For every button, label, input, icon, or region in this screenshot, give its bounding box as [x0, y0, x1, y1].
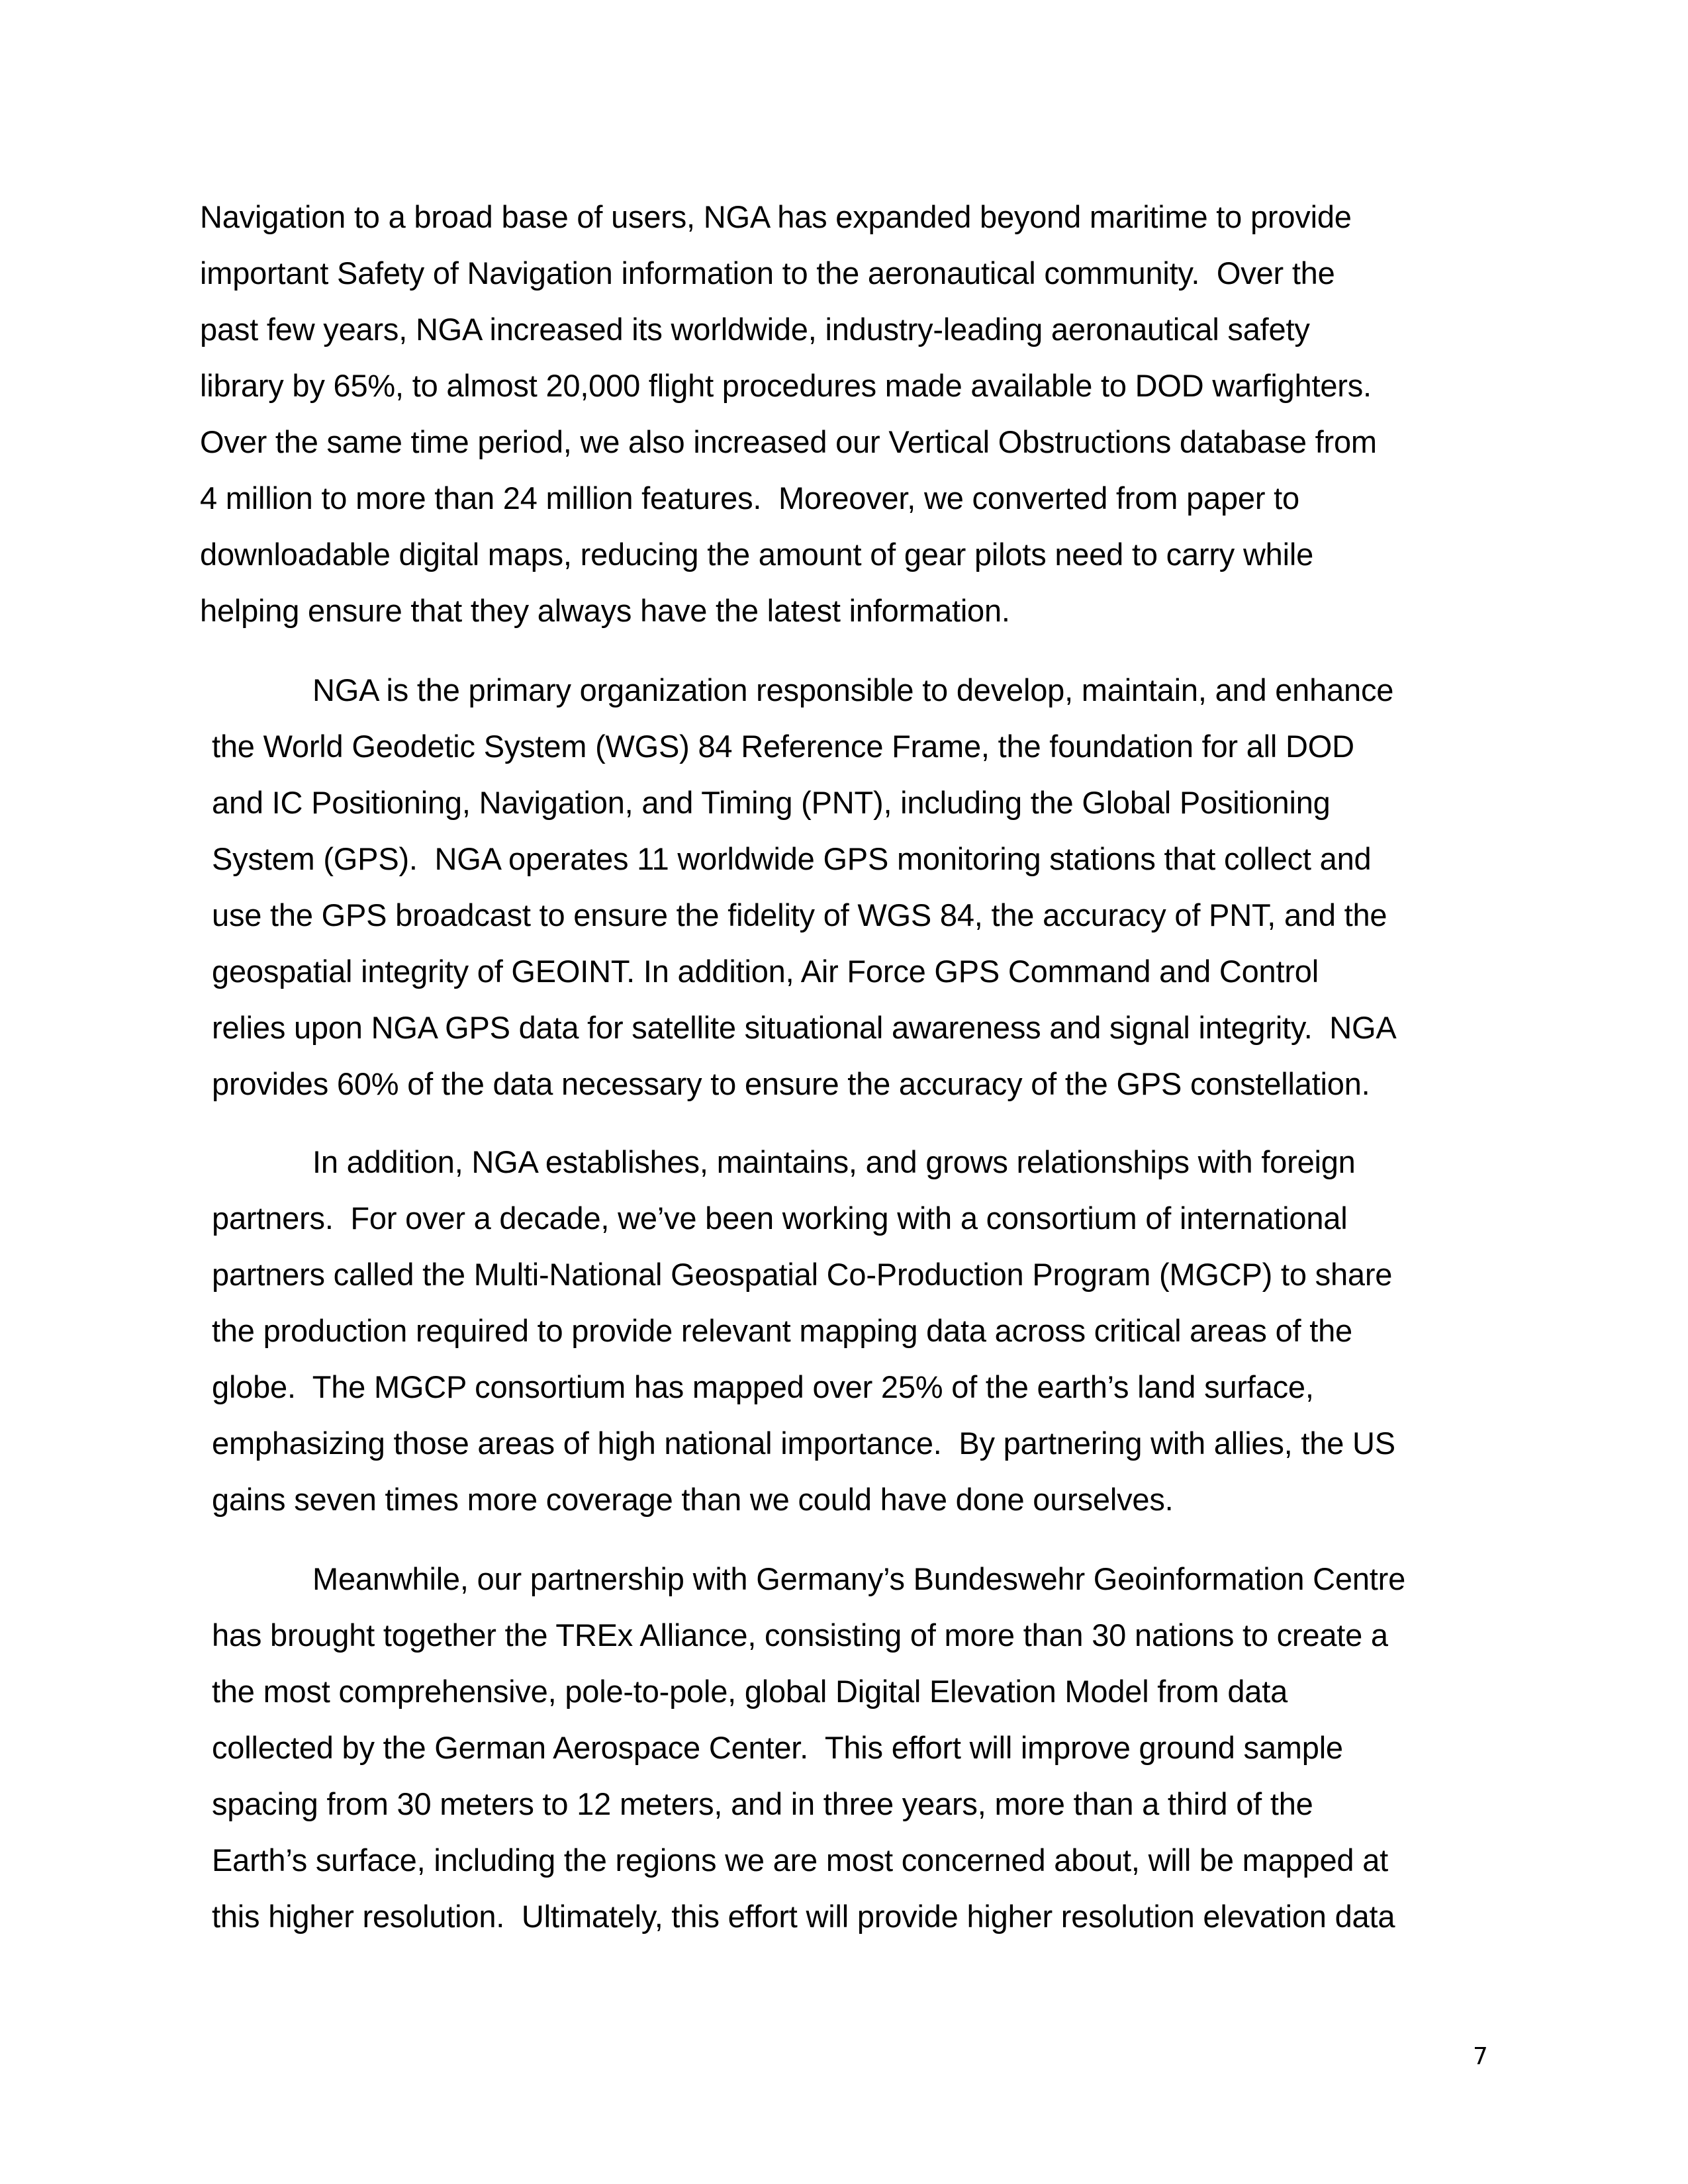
text-line: provides 60% of the data necessary to ensure the accuracy of the GPS constellation. — [212, 1066, 1370, 1101]
text-line: Over the same time period, we also increased our Vertical Obstructions database from — [200, 424, 1377, 459]
text-line: helping ensure that they always have the latest information. — [200, 593, 1010, 628]
text-line: important Safety of Navigation information to the aeronautical community. Over the — [200, 255, 1335, 291]
page-number: 7 — [1473, 2043, 1488, 2070]
text-line: emphasizing those areas of high national importance. By partnering with allies, the US — [212, 1426, 1395, 1461]
text-line: use the GPS broadcast to ensure the fidelity of WGS 84, the accuracy of PNT, and the — [212, 897, 1387, 933]
text-line: relies upon NGA GPS data for satellite situational awareness and signal integrity. NGA — [212, 1010, 1397, 1045]
text-line: partners. For over a decade, we’ve been working with a consortium of international — [212, 1201, 1348, 1236]
text-line: the most comprehensive, pole-to-pole, global Digital Elevation Model from data — [212, 1674, 1288, 1709]
text-line: this higher resolution. Ultimately, this effort will provide higher resolution elevation data — [212, 1899, 1395, 1934]
text-line: Navigation to a broad base of users, NGA has expanded beyond maritime to provide — [200, 199, 1352, 234]
text-line: globe. The MGCP consortium has mapped over 25% of the earth’s land surface, — [212, 1369, 1314, 1404]
text-line: library by 65%, to almost 20,000 flight procedures made available to DOD warfighters. — [200, 368, 1372, 403]
text-line: spacing from 30 meters to 12 meters, and in three years, more than a third of the — [212, 1786, 1313, 1821]
text-line: System (GPS). NGA operates 11 worldwide GPS monitoring stations that collect and — [212, 841, 1372, 876]
text-line: gains seven times more coverage than we could have done ourselves. — [212, 1482, 1174, 1517]
text-line: geospatial integrity of GEOINT. In addition, Air Force GPS Command and Control — [212, 954, 1319, 989]
text-line: and IC Positioning, Navigation, and Timing (PNT), including the Global Positioning — [212, 785, 1331, 820]
text-line: the production required to provide relevant mapping data across critical areas of the — [212, 1313, 1352, 1348]
text-line: Earth’s surface, including the regions we are most concerned about, will be mapped at — [212, 1843, 1388, 1878]
text-line: partners called the Multi-National Geospatial Co-Production Program (MGCP) to share — [212, 1257, 1393, 1292]
text-line: past few years, NGA increased its worldwide, industry-leading aeronautical safety — [200, 312, 1310, 347]
text-line: downloadable digital maps, reducing the amount of gear pilots need to carry while — [200, 537, 1314, 572]
text-line: Meanwhile, our partnership with Germany’s Bundeswehr Geoinformation Centre — [312, 1561, 1406, 1596]
text-line: collected by the German Aerospace Center. This effort will improve ground sample — [212, 1730, 1343, 1765]
text-line: has brought together the TREx Alliance, consisting of more than 30 nations to create a — [212, 1617, 1388, 1653]
text-line: the World Geodetic System (WGS) 84 Reference Frame, the foundation for all DOD — [212, 729, 1354, 764]
text-line: In addition, NGA establishes, maintains, and grows relationships with foreign — [312, 1144, 1356, 1179]
text-line: NGA is the primary organization responsible to develop, maintain, and enhance — [312, 672, 1394, 707]
text-line: 4 million to more than 24 million features. Moreover, we converted from paper to — [200, 480, 1299, 516]
